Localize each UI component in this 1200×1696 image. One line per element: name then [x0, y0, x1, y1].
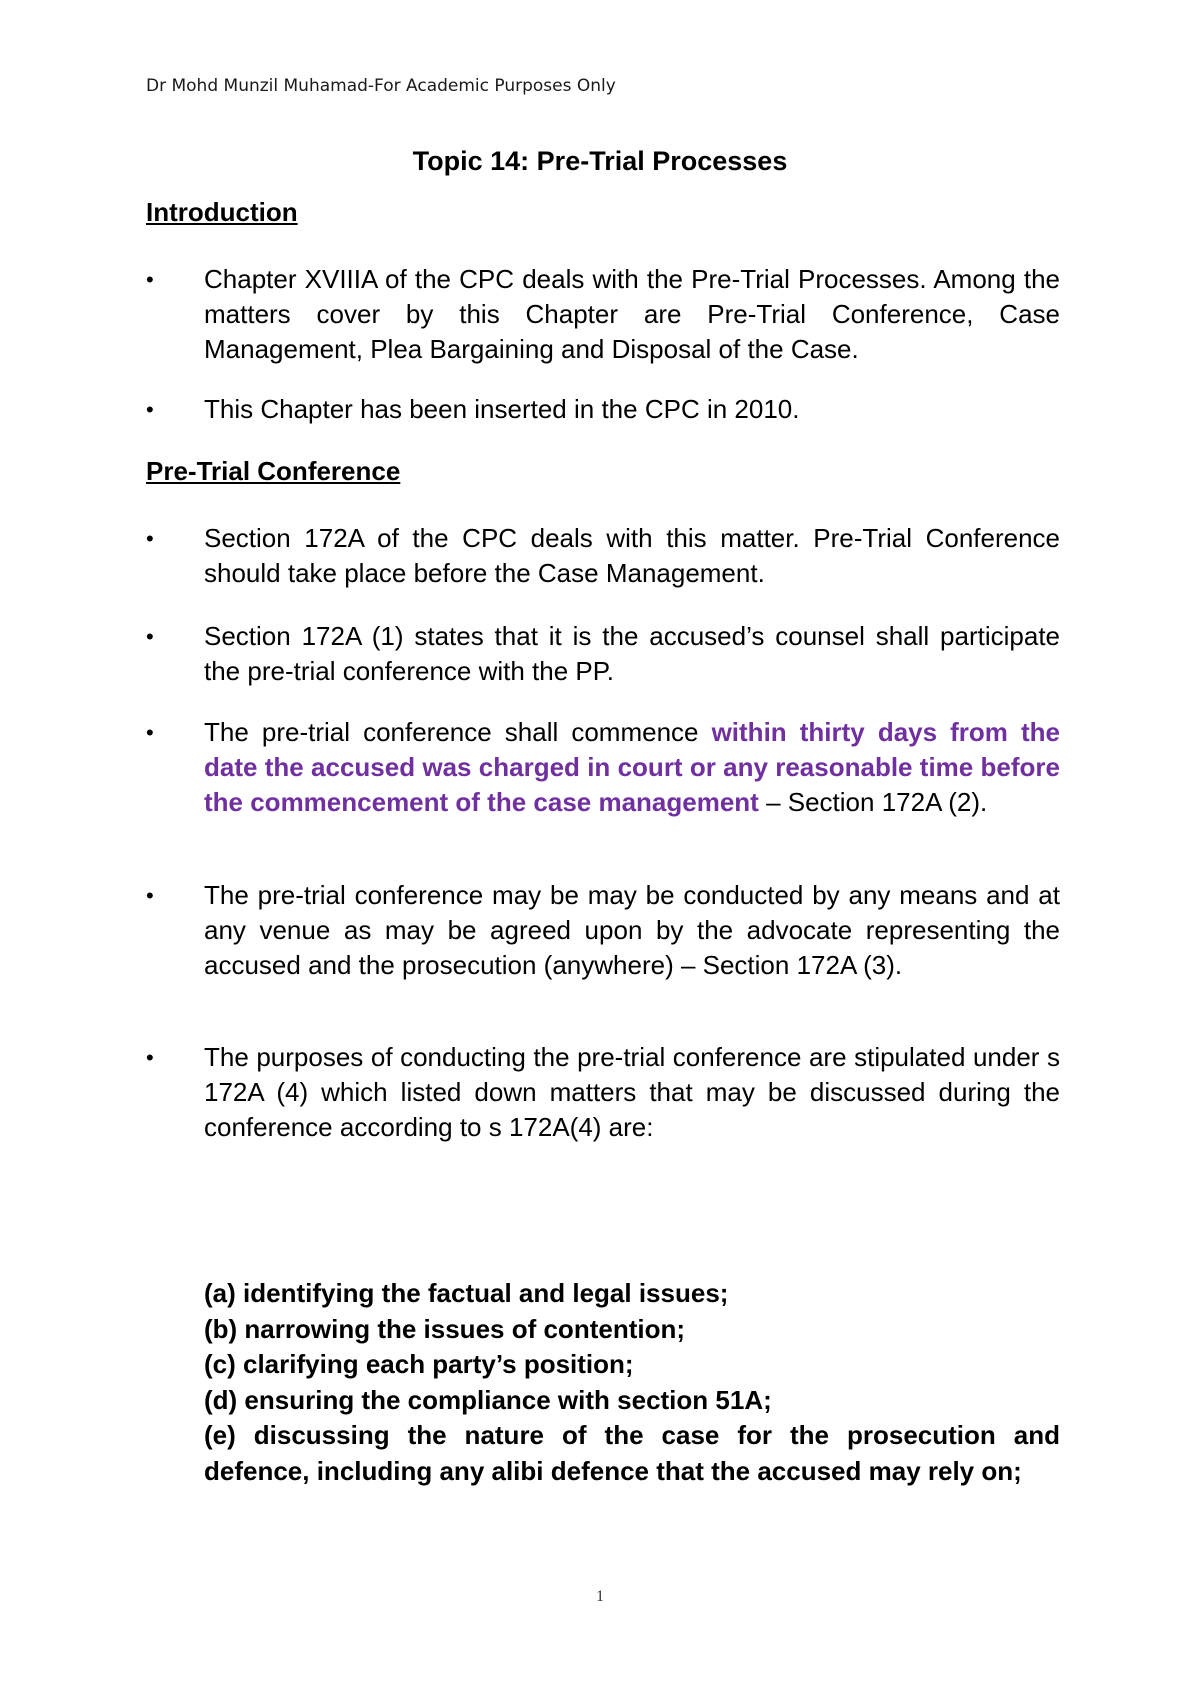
bullet-text-after: – Section 172A (2).: [758, 787, 988, 817]
page-number: 1: [596, 1588, 604, 1605]
bullet-text: Chapter XVIIIA of the CPC deals with the Pre-Trial Processes. Among the matters cover by this Chapter are Pre-Trial Conference, Case Management, Plea Bargaining and Disposal of the Case.: [204, 264, 1060, 364]
list-item: (e) discussing the nature of the case for the prosecution and defence, including any alibi defence that the accused may rely on;: [204, 1420, 1060, 1486]
bullet-icon: •: [146, 720, 154, 745]
bullet-item: [146, 715, 1060, 820]
page-title: Topic 14: Pre-Trial Processes: [412, 146, 788, 176]
bullet-text: Section 172A (1) states that it is the accused’s counsel shall participate the pre-trial conference with the PP.: [204, 621, 1060, 686]
list-item: (b) narrowing the issues of contention;: [204, 1313, 685, 1344]
bullet-icon: •: [146, 267, 154, 292]
bullet-text: The pre-trial conference may be may be conducted by any means and at any venue as may be agreed upon by the advocate representing the accused and the prosecution (anywhere) – Section 172A (3).: [204, 880, 1060, 980]
bullet-icon: •: [146, 526, 154, 551]
bullet-item: [146, 1040, 1060, 1145]
bullet-item: [146, 878, 1060, 983]
bullet-text: This Chapter has been inserted in the CPC in 2010.: [204, 394, 800, 424]
bullet-item: [146, 521, 1060, 591]
page-header: Dr Mohd Munzil Muhamad-For Academic Purposes Only: [146, 76, 616, 96]
bullet-icon: •: [146, 1045, 154, 1070]
highlighted-text: within thirty days from the date the accused was charged in court or any reasonable time before the commencement of the case management: [204, 717, 1060, 817]
bullet-text: [204, 715, 1060, 820]
bullet-icon: •: [146, 624, 154, 649]
bullet-item: [146, 619, 1060, 689]
bullet-text: The purposes of conducting the pre-trial conference are stipulated under s 172A (4) which listed down matters that may be discussed during the conference according to s 172A(4) are:: [204, 1042, 1060, 1142]
list-item: (a) identifying the factual and legal issues;: [204, 1278, 729, 1308]
bullet-item: [146, 392, 1060, 427]
list-item: (c) clarifying each party’s position;: [204, 1349, 634, 1379]
bullet-text-before: The pre-trial conference shall commence: [204, 717, 712, 747]
bullet-icon: •: [146, 397, 154, 422]
bullet-text: Section 172A of the CPC deals with this matter. Pre-Trial Conference should take place before the Case Management.: [204, 523, 1060, 588]
matters-list: [204, 1276, 1060, 1489]
bullet-icon: •: [146, 883, 154, 908]
bullet-item: [146, 262, 1060, 367]
section-heading-introduction: Introduction: [146, 197, 298, 227]
list-item: (d) ensuring the compliance with section 51A;: [204, 1384, 772, 1415]
section-heading-pretrial-conference: Pre-Trial Conference: [146, 456, 401, 486]
